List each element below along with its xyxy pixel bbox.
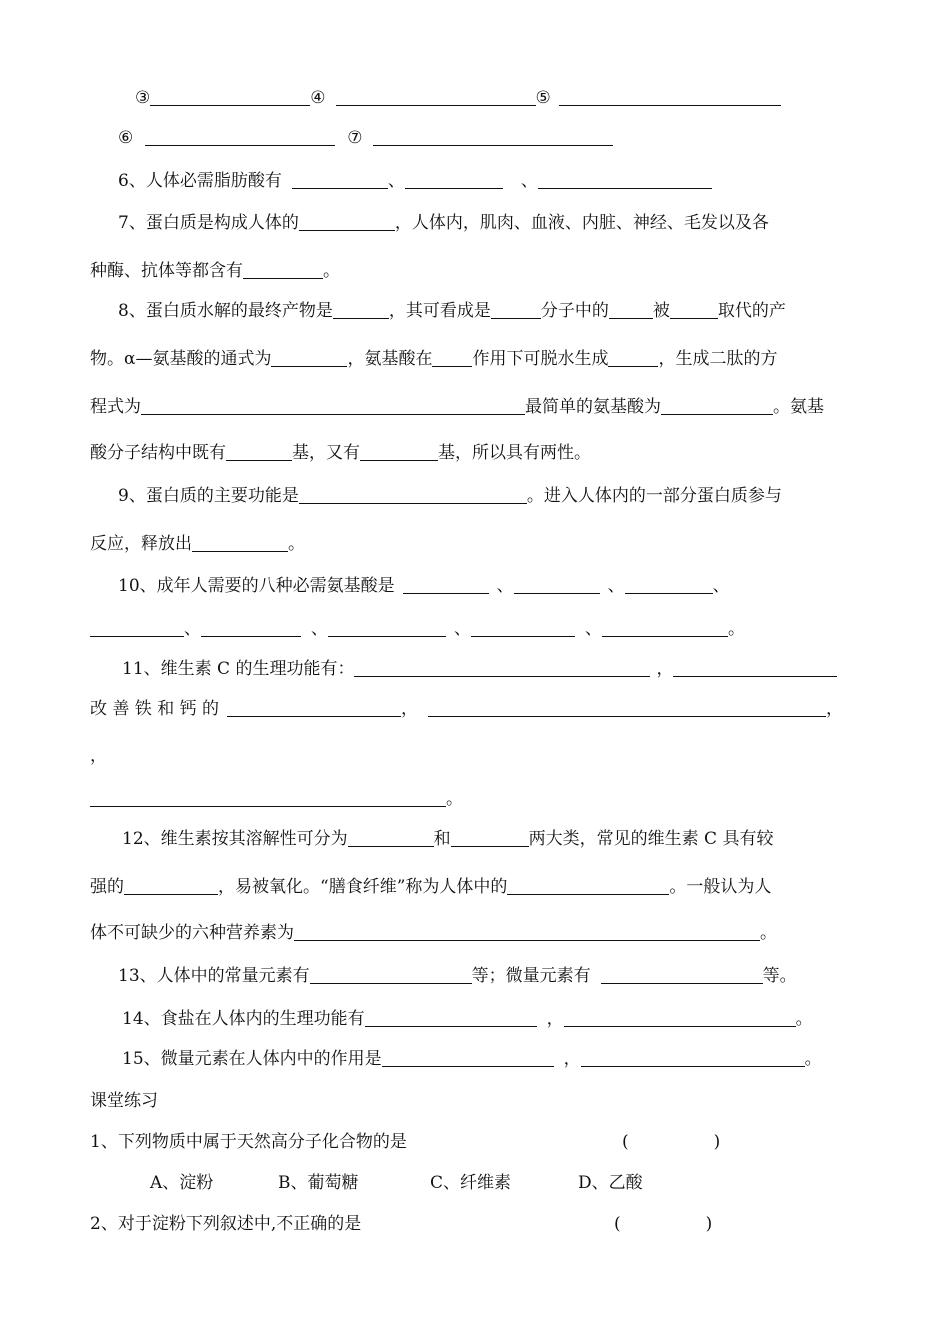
- answer-parentheses[interactable]: ( ): [614, 1214, 713, 1234]
- question-12-line3: [90, 922, 777, 944]
- blank[interactable]: [243, 261, 323, 279]
- q11-sep: ，: [90, 746, 107, 766]
- question-13: [118, 965, 797, 987]
- q8-text: 基，所以具有两性。: [438, 443, 591, 463]
- q11-text: 11、维生素 C 的生理功能有：: [122, 659, 355, 679]
- q12-text: 强的: [90, 877, 124, 897]
- blank[interactable]: [602, 619, 728, 637]
- blank[interactable]: [150, 88, 310, 106]
- blank[interactable]: [336, 88, 536, 106]
- q8-text: ，生成二肽的方: [658, 349, 778, 369]
- q10-end: 。: [728, 619, 745, 639]
- blank[interactable]: [141, 397, 525, 415]
- question-10-line2: [90, 618, 745, 640]
- question-9-line1: [118, 485, 782, 507]
- blank[interactable]: [432, 349, 472, 367]
- question-11-line1: [122, 658, 837, 680]
- blank[interactable]: [354, 659, 650, 677]
- q6-text: 6、人体必需脂肪酸有: [118, 171, 282, 191]
- question-7-line2: [90, 260, 340, 282]
- q13-text: 13、人体中的常量元素有: [118, 966, 310, 986]
- question-11-line3: [90, 745, 107, 767]
- q8-text: 基，又有: [292, 443, 360, 463]
- option-c[interactable]: C、纤维素: [430, 1173, 512, 1193]
- q7-text: ，人体内，肌肉、血液、内脏、神经、毛发以及各: [394, 213, 769, 233]
- q13-end: 等。: [762, 966, 797, 986]
- q8-text: 分子中的: [540, 301, 609, 321]
- q8-text: ，其可看成是: [388, 301, 491, 321]
- q8-text: 取代的产: [717, 301, 786, 321]
- q11-end: 。: [446, 789, 463, 809]
- q15-sep: ，: [563, 1049, 581, 1069]
- blank[interactable]: [192, 534, 288, 552]
- q8-text: ，氨基酸在: [347, 349, 433, 369]
- q15-text: 15、微量元素在人体内中的作用是: [122, 1049, 382, 1069]
- blank[interactable]: [670, 301, 718, 319]
- q9-text: 9、蛋白质的主要功能是: [118, 486, 299, 506]
- q6-sep: 、: [387, 171, 405, 191]
- blank[interactable]: [673, 659, 837, 677]
- question-12-line2: [90, 876, 771, 898]
- q8-text: 8、蛋白质水解的最终产物是: [118, 301, 333, 321]
- q9-end: 。: [288, 534, 305, 554]
- q8-text: 作用下可脱水生成: [472, 349, 609, 369]
- q7-end: 。: [323, 261, 340, 281]
- blank[interactable]: [333, 301, 389, 319]
- q10-sep: 、: [184, 619, 201, 639]
- q8-text: 。氨基: [773, 397, 824, 417]
- blank[interactable]: [507, 877, 669, 895]
- q9-text: 反应，释放出: [90, 534, 192, 554]
- q15-end: 。: [804, 1049, 822, 1069]
- q12-text: 和: [433, 829, 451, 849]
- q9-text: 。进入人体内的一部分蛋白质参与: [526, 486, 782, 506]
- q6-sep: 、: [520, 171, 538, 191]
- blank[interactable]: [294, 923, 760, 941]
- q14-text: 14、食盐在人体内的生理功能有: [122, 1009, 365, 1029]
- q7-text: 种酶、抗体等都含有: [90, 261, 243, 281]
- blank[interactable]: [227, 699, 401, 717]
- answer-parentheses[interactable]: ( ): [622, 1132, 721, 1152]
- blank[interactable]: [514, 576, 600, 594]
- blank[interactable]: [609, 301, 653, 319]
- blank[interactable]: [451, 829, 529, 847]
- blank[interactable]: [559, 88, 781, 106]
- q8-text: 物。α—氨基酸的通式为: [90, 349, 272, 369]
- q10-sep: 、: [607, 576, 625, 596]
- blank[interactable]: [226, 443, 292, 461]
- blank[interactable]: [581, 1049, 805, 1067]
- blank[interactable]: [271, 349, 347, 367]
- practice-question-1: [90, 1131, 407, 1153]
- blank[interactable]: [124, 877, 218, 895]
- option-d[interactable]: D、乙酸: [578, 1173, 643, 1193]
- blank[interactable]: [348, 829, 434, 847]
- q10-sep: 、: [311, 619, 328, 639]
- blank[interactable]: [564, 1009, 796, 1027]
- q10-sep: 、: [712, 576, 730, 596]
- q8-text: 被: [652, 301, 670, 321]
- answer-line-6-7: [118, 127, 613, 149]
- p1-stem: 1、下列物质中属于天然高分子化合物的是: [90, 1132, 407, 1152]
- answer-line-3-5: [135, 87, 781, 109]
- blank[interactable]: [310, 966, 472, 984]
- blank[interactable]: [661, 397, 773, 415]
- blank[interactable]: [491, 301, 541, 319]
- blank[interactable]: [299, 486, 527, 504]
- circled-4: ④: [310, 88, 326, 108]
- q8-text: 程式为: [90, 397, 141, 417]
- question-12-line1: [122, 828, 773, 850]
- question-8-line3: [90, 396, 824, 418]
- q11-sep: ，: [656, 659, 674, 679]
- blank[interactable]: [360, 443, 438, 461]
- question-8-line2: [90, 348, 777, 370]
- circled-5: ⑤: [535, 88, 551, 108]
- blank[interactable]: [428, 699, 826, 717]
- question-15: [122, 1048, 822, 1070]
- q8-text: 最简单的氨基酸为: [525, 397, 661, 417]
- practice-question-2: [90, 1213, 361, 1235]
- q14-sep: ，: [546, 1009, 564, 1029]
- blank[interactable]: [365, 1009, 537, 1027]
- question-8-line1: [118, 300, 786, 322]
- question-6: [118, 170, 712, 192]
- blank[interactable]: [292, 171, 388, 189]
- question-11-line2: [90, 698, 843, 720]
- blank[interactable]: [601, 966, 763, 984]
- blank[interactable]: [145, 128, 335, 146]
- q12-text: 12、维生素按其溶解性可分为: [122, 829, 348, 849]
- blank[interactable]: [382, 1049, 554, 1067]
- blank[interactable]: [90, 789, 446, 807]
- p2-stem: 2、对于淀粉下列叙述中,不正确的是: [90, 1214, 362, 1234]
- q10-sep: 、: [585, 619, 602, 639]
- q10-sep: 、: [454, 619, 471, 639]
- q12-text: ，易被氧化。“膳食纤维”称为人体中的: [218, 877, 508, 897]
- question-7-line1: [118, 212, 769, 234]
- circled-6: ⑥: [118, 128, 134, 148]
- question-9-line2: [90, 533, 305, 555]
- circled-3: ③: [135, 88, 151, 108]
- q8-text: 酸分子结构中既有: [90, 443, 226, 463]
- blank[interactable]: [328, 619, 446, 637]
- blank[interactable]: [373, 128, 613, 146]
- blank[interactable]: [403, 576, 489, 594]
- blank[interactable]: [538, 171, 712, 189]
- q12-text: 两大类，常见的维生素 C 具有较: [528, 829, 774, 849]
- option-b[interactable]: B、葡萄糖: [278, 1173, 359, 1193]
- blank[interactable]: [201, 619, 301, 637]
- option-a[interactable]: A、淀粉: [150, 1173, 214, 1193]
- q11-text: 改 善 铁 和 钙 的: [90, 699, 220, 719]
- q11-sep: ，: [826, 699, 844, 719]
- question-10-line1: [118, 575, 730, 597]
- q12-text: 。一般认为人: [669, 877, 772, 897]
- section-title: 课堂练习: [90, 1091, 158, 1111]
- q10-text: 10、成年人需要的八种必需氨基酸是: [118, 576, 395, 596]
- question-8-line4: [90, 442, 591, 464]
- blank[interactable]: [471, 619, 575, 637]
- blank[interactable]: [90, 619, 184, 637]
- question-14: [122, 1008, 813, 1030]
- q7-text: 7、蛋白质是构成人体的: [118, 213, 299, 233]
- question-11-line4: [90, 788, 463, 810]
- blank[interactable]: [299, 213, 395, 231]
- blank[interactable]: [625, 576, 713, 594]
- blank[interactable]: [608, 349, 658, 367]
- q12-text: 体不可缺少的六种营养素为: [90, 923, 294, 943]
- q13-text: 等；微量元素有: [471, 966, 591, 986]
- q12-end: 。: [760, 923, 777, 943]
- circled-7: ⑦: [347, 128, 363, 148]
- blank[interactable]: [405, 171, 503, 189]
- q14-end: 。: [795, 1009, 813, 1029]
- q10-sep: 、: [496, 576, 514, 596]
- q11-sep: ，: [401, 699, 419, 719]
